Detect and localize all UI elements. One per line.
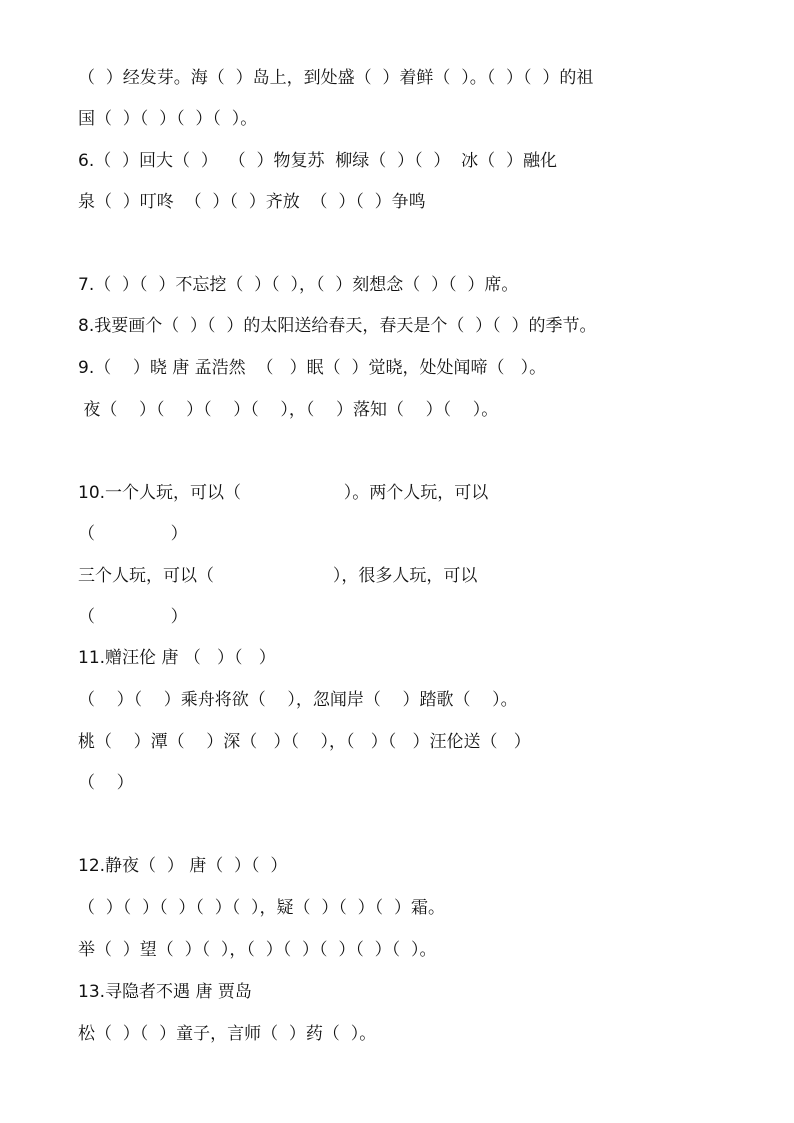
- exercise-7-line: 7.（ ）（ ）不忘挖（ ）（ ），（ ）刻想念（ ）（ ）席。: [78, 275, 519, 295]
- exercise-line: 三个人玩，可以（ ），很多人玩，可以: [78, 566, 478, 586]
- exercise-line: 泉（ ）叮咚 （ ）（ ）齐放 （ ）（ ）争鸣: [78, 192, 426, 212]
- exercise-line: 夜（ ）（ ）（ ）（ ），（ ）落知（ ）（ ）。: [78, 400, 499, 420]
- exercise-line: （ ）（ ）乘舟将欲（ ），忽闻岸（ ）踏歌（ ）。: [78, 690, 518, 710]
- exercise-13-line: 13.寻隐者不遇 唐 贾岛: [78, 982, 252, 1002]
- exercise-8-line: 8.我要画个（ ）（ ）的太阳送给春天，春天是个（ ）（ ）的季节。: [78, 316, 597, 336]
- exercise-11-line: 11.赠汪伦 唐 （ ）（ ）: [78, 648, 276, 668]
- exercise-line: 举（ ）望（ ）（ ），（ ）（ ）（ ）（ ）（ ）。: [78, 940, 437, 960]
- exercise-12-line: 12.静夜（ ） 唐（ ）（ ）: [78, 856, 288, 876]
- exercise-line: （ ）: [78, 773, 134, 793]
- exercise-line: 国（ ）（ ）（ ）（ ）。: [78, 109, 258, 129]
- exercise-line: （ ）: [78, 607, 188, 627]
- exercise-9-line: 9.（ ）晓 唐 孟浩然 （ ）眠（ ）觉晓，处处闻啼（ ）。: [78, 358, 547, 378]
- exercise-6-line: 6.（ ）回大（ ） （ ）物复苏 柳绿（ ）（ ） 冰（ ）融化: [78, 151, 557, 171]
- exercise-line: 桃（ ）潭（ ）深（ ）（ ），（ ）（ ）汪伦送（ ）: [78, 732, 531, 752]
- exercise-line: （ ）经发芽。海（ ）岛上，到处盛（ ）着鲜（ ）。（ ）（ ）的祖: [78, 68, 594, 88]
- exercise-line: （ ）: [78, 524, 188, 544]
- exercise-line: 松（ ）（ ）童子，言师（ ）药（ ）。: [78, 1024, 377, 1044]
- exercise-line: （ ）（ ）（ ）（ ）（ ），疑（ ）（ ）（ ）霜。: [78, 898, 445, 918]
- exercise-10-line: 10.一个人玩，可以（ ）。两个人玩，可以: [78, 483, 489, 503]
